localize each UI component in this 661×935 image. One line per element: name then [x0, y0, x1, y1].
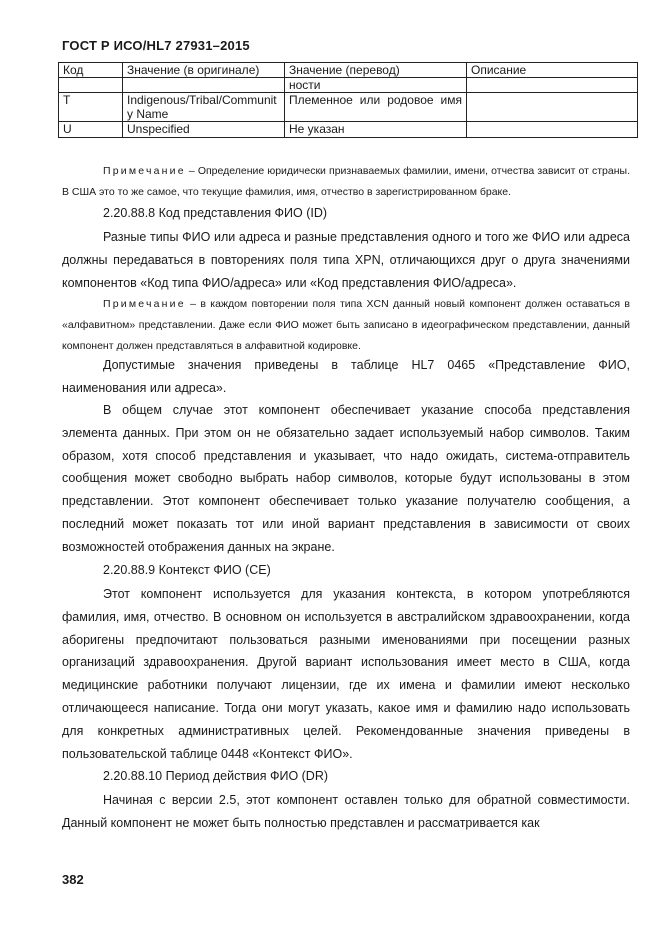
document-header: ГОСТ Р ИСО/HL7 27931–2015: [62, 38, 250, 53]
cell-original: [123, 78, 285, 93]
note-text: – в каждом повторении поля типа XCN данный новый компонент должен оставаться в «алфавитном» представлении. Даже если ФИО может быть записано в идеографическом представлении, данный компонент должен представляться в алфавитной кодировке.: [62, 298, 630, 352]
note-label: Примечание: [103, 165, 186, 177]
cell-translation: Племенное или родовое имя: [285, 93, 467, 122]
codes-table: [58, 62, 638, 138]
column-header-original: Значение (в оригинале): [123, 63, 285, 78]
paragraph: Начиная с версии 2.5, этот компонент оставлен только для обратной совместимости. Данный компонент не может быть полностью представлен и рассматривается как: [62, 793, 630, 830]
cell-original: Unspecified: [123, 122, 285, 138]
cell-translation: ности: [285, 78, 467, 93]
cell-code: T: [59, 93, 123, 122]
section-heading: [103, 206, 327, 220]
paragraph: В общем случае этот компонент обеспечивает указание способа представления элемента данных. При этом он не обязательно задает используемый набор символов. Таким образом, хотя способ представления и указывает, что надо ожидать, система-отправитель сообщения может свободно выбрать набор символов, которые будут использованы в этом представлении. Этот компонент обеспечивает только указание получателю сообщения, а последний может показать тот или иной вариант представления в зависимости от своих возможностей отображения данных на экране.: [62, 403, 630, 554]
cell-original: Indigenous/Tribal/Community Name: [123, 93, 285, 122]
section-heading: [103, 769, 328, 783]
cell-description: [467, 78, 638, 93]
section-heading: [103, 563, 271, 577]
paragraph: Этот компонент используется для указания контекста, в котором употребляются фамилия, имя, отчество. В основном он используется в австралийском здравоохранении, когда аборигены предпочитают пользоваться разными именованиями при посещении разных организаций здравоохранения. Другой вариант использования имеет место в США, когда медицинские работники получают лицензии, где их имена и фамилии имеют несколько отличающееся написание. Тогда они могут указать, какое имя и фамилию надо использовать для конкретных административных целей. Рекомендованные значения приведены в пользовательской таблице 0448 «Контекст ФИО».: [62, 587, 630, 761]
cell-description: [467, 122, 638, 138]
table-header-row: [59, 63, 638, 78]
column-header-translation: Значение (перевод): [285, 63, 467, 78]
paragraph: Разные типы ФИО или адреса и разные представления одного и того же ФИО или адреса должны передаваться в повторениях поля типа XPN, отличающихся друг о друга значениями компонентов «Код типа ФИО/адреса» или «Код представления ФИО/адреса».: [62, 230, 630, 290]
column-header-description: Описание: [467, 63, 638, 78]
note-name-definition: [62, 161, 630, 203]
page-number: 382: [62, 872, 84, 887]
note-xcn: [62, 294, 630, 357]
note-text: – Определение юридически признаваемых фамилии, имени, отчества зависит от страны. В США это то же самое, что текущие фамилия, имя, отчество в зарегистрированном браке.: [62, 165, 630, 198]
column-header-code: Код: [59, 63, 123, 78]
cell-code: [59, 78, 123, 93]
section-number: 2.20.88.9: [103, 563, 156, 577]
cell-description: [467, 93, 638, 122]
section-title: Контекст ФИО (CE): [158, 563, 271, 577]
section-title: Период действия ФИО (DR): [165, 769, 329, 783]
table-row: [59, 93, 638, 122]
note-label: Примечание: [103, 298, 186, 310]
section-number: 2.20.88.10: [103, 769, 163, 783]
section-title: Код представления ФИО (ID): [158, 206, 328, 220]
table-row: [59, 122, 638, 138]
cell-code: U: [59, 122, 123, 138]
paragraph: Допустимые значения приведены в таблице HL7 0465 «Представление ФИО, наименования или адреса».: [62, 358, 630, 395]
cell-translation: Не указан: [285, 122, 467, 138]
table-row: [59, 78, 638, 93]
section-number: 2.20.88.8: [103, 206, 156, 220]
